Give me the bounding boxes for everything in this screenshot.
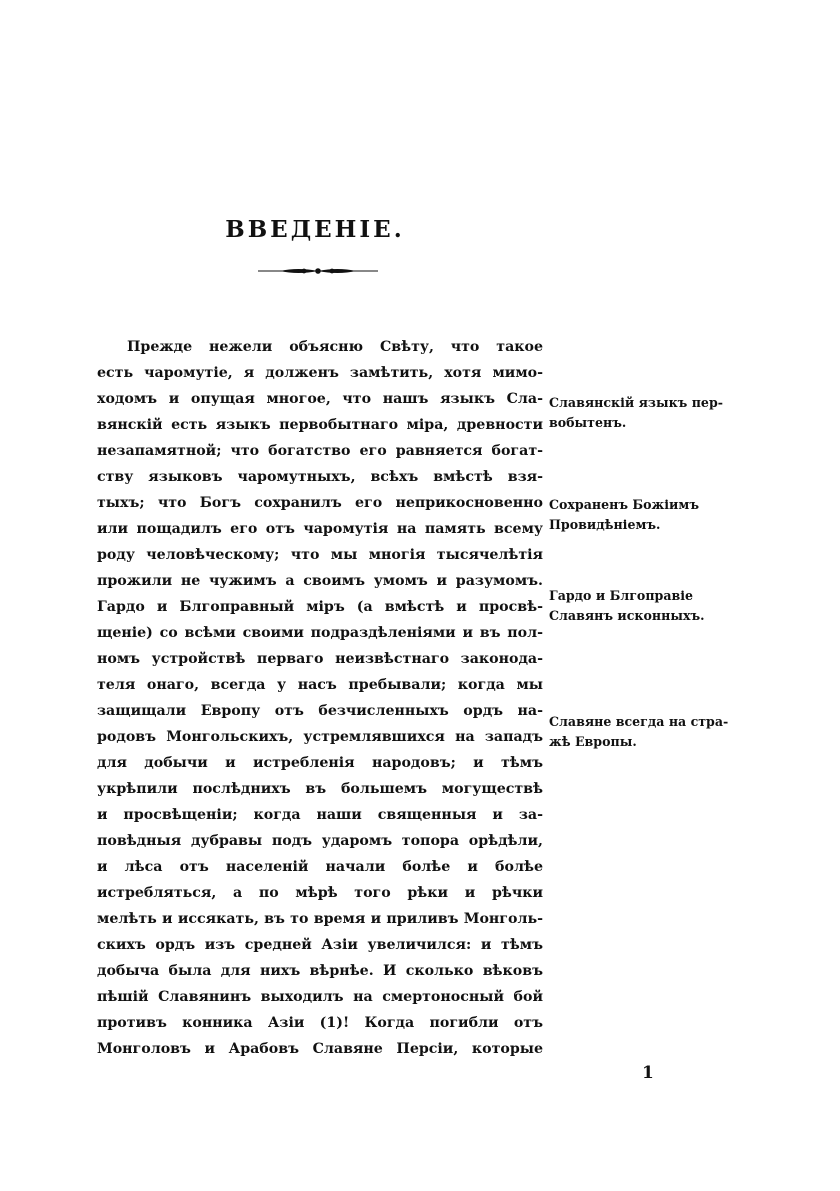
text-line: пѣшій Славянинъ выходилъ на смертоносный бой <box>97 989 543 1005</box>
text-line: родовъ Монгольскихъ, устремлявшихся на западъ <box>97 729 543 745</box>
text-line: тыхъ; что Богъ сохранилъ его неприкосновенно <box>97 495 543 511</box>
text-line: есть чаромутіе, я долженъ замѣтить, хотя мимо- <box>97 365 543 381</box>
page-number: 1 <box>642 1063 654 1083</box>
margin-note-line: Славянъ исконныхъ. <box>549 608 705 623</box>
text-line: номъ устройствѣ перваго неизвѣстнаго законода- <box>97 651 543 667</box>
margin-note-line: жѣ Европы. <box>549 734 637 749</box>
margin-note-line: вобытенъ. <box>549 415 627 430</box>
text-line: и просвѣщеніи; когда наши священныя и за- <box>97 807 543 823</box>
text-line: Гардо и Блгоправный міръ (а вмѣстѣ и просвѣ- <box>97 599 543 615</box>
margin-note <box>549 495 724 535</box>
margin-note <box>549 586 724 626</box>
margin-note-line: Гардо и Блгоправіе <box>549 588 694 603</box>
text-line: для добычи и истребленія народовъ; и тѣмъ <box>97 755 543 771</box>
text-line: прожили не чужимъ а своимъ умомъ и разумомъ. <box>97 573 543 589</box>
margin-note-line: Славяне всегда на стра- <box>549 714 729 729</box>
text-line: щеніе) со всѣми своими подраздѣленіями и въ пол- <box>97 625 543 641</box>
text-line: защищали Европу отъ безчисленныхъ ордъ на- <box>97 703 543 719</box>
text-line: Прежде нежели объясню Свѣту, что такое <box>127 339 543 355</box>
text-line: истребляться, а по мѣрѣ того рѣки и рѣчки <box>97 885 543 901</box>
text-line: вянскій есть языкъ первобытнаго міра, древности <box>97 417 543 433</box>
text-line: и лѣса отъ населеній начали болѣе и болѣе <box>97 859 543 875</box>
title-ornament-divider <box>258 266 378 276</box>
text-line: роду человѣческому; что мы многія тысячелѣтія <box>97 547 543 563</box>
text-line: Монголовъ и Арабовъ Славяне Персіи, которые <box>97 1041 543 1057</box>
text-line: мелѣть и иссякать, въ то время и приливъ Монголь- <box>97 911 543 927</box>
text-line: ству языковъ чаромутныхъ, всѣхъ вмѣстѣ взя- <box>97 469 543 485</box>
text-line: добыча была для нихъ вѣрнѣе. И сколько вѣковъ <box>97 963 543 979</box>
text-line: ходомъ и опущая многое, что нашъ языкъ Сла- <box>97 391 543 407</box>
margin-note <box>549 393 724 433</box>
margin-note-line: Провидѣніемъ. <box>549 517 661 532</box>
text-line: теля онаго, всегда у насъ пребывали; когда мы <box>97 677 543 693</box>
text-line: противъ конника Азіи (1)! Когда погибли отъ <box>97 1015 543 1031</box>
text-line: скихъ ордъ изъ средней Азіи увеличился: и тѣмъ <box>97 937 543 953</box>
text-line: укрѣпили послѣднихъ въ большемъ могуществѣ <box>97 781 543 797</box>
text-line: повѣдныя дубравы подъ ударомъ топора орѣдѣли, <box>97 833 543 849</box>
page-title: ВВЕДЕНІЕ. <box>225 216 405 243</box>
margin-note-line: Славянскій языкъ пер- <box>549 395 723 410</box>
text-line: незапамятной; что богатство его равняется богат- <box>97 443 543 459</box>
body-text <box>97 334 543 1062</box>
margin-note-line: Сохраненъ Божіимъ <box>549 497 699 512</box>
margin-note <box>549 712 729 752</box>
text-line: или пощадилъ его отъ чаромутія на память всему <box>97 521 543 537</box>
